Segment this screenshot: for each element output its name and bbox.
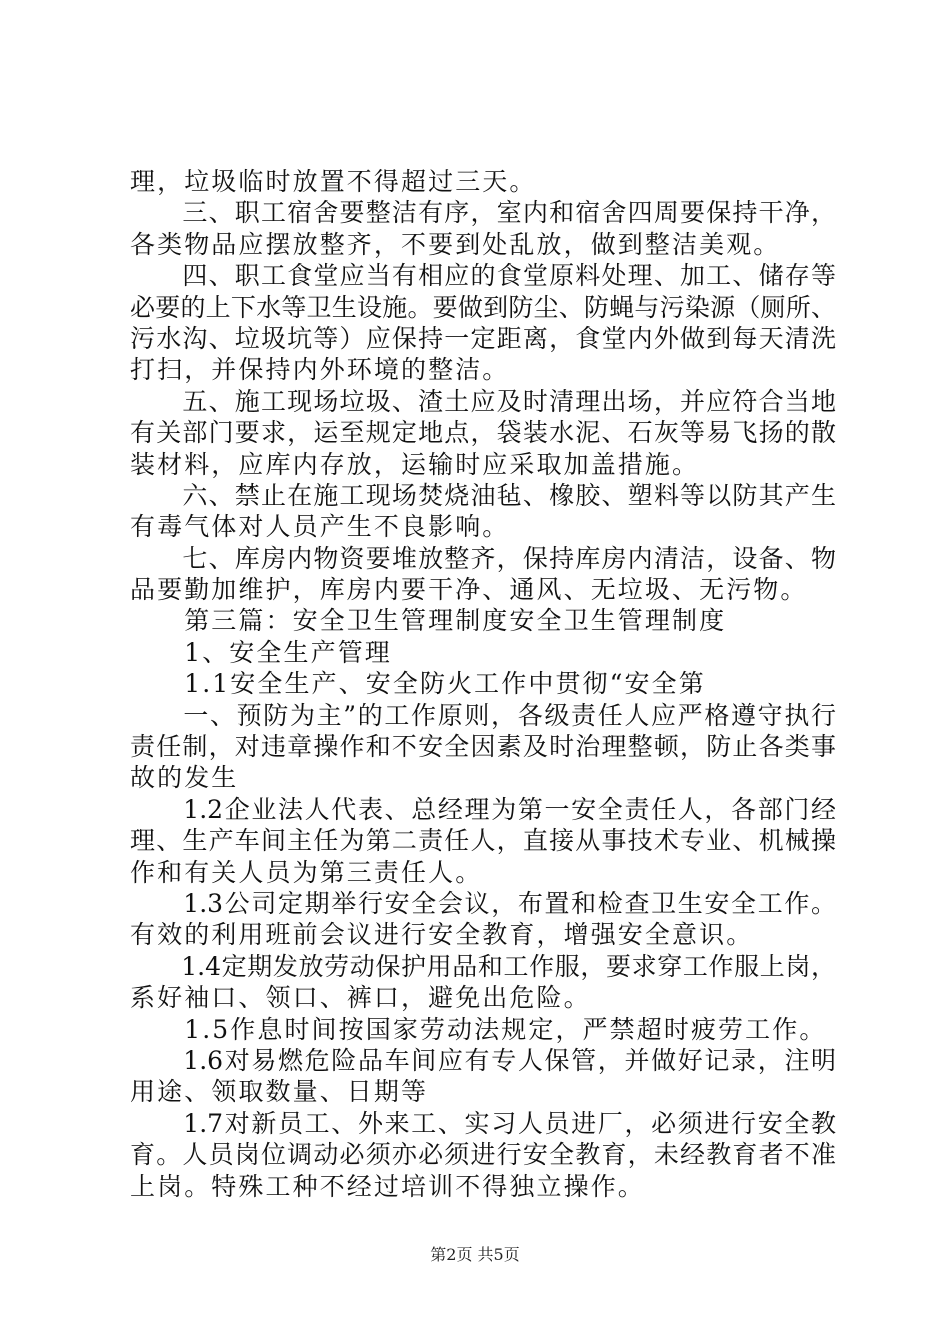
text-line: 1.4定期发放劳动保护用品和工作服，要求穿工作服上岗， xyxy=(130,951,836,981)
text-line: 育。人员岗位调动必须亦必须进行安全教育，未经教育者不准 xyxy=(130,1140,836,1170)
page-number: 第2页 共5页 xyxy=(430,1245,520,1264)
text-line: 作和有关人员为第三责任人。 xyxy=(130,857,483,887)
text-line: 四、职工食堂应当有相应的食堂原料处理、加工、储存等 xyxy=(130,261,836,291)
text-line: 污水沟、垃圾坑等）应保持一定距离，食堂内外做到每天清洗 xyxy=(130,323,836,353)
text-line: 有关部门要求，运至规定地点，袋装水泥、石灰等易飞扬的散 xyxy=(130,418,836,448)
text-line: 装材料，应库内存放，运输时应采取加盖措施。 xyxy=(130,449,700,479)
text-line: 理、生产车间主任为第二责任人，直接从事技术专业、机械操 xyxy=(130,826,836,856)
text-line: 品要勤加维护，库房内要干净、通风、无垃圾、无污物。 xyxy=(130,575,808,605)
text-line: 一、预防为主”的工作原则，各级责任人应严格遵守执行 xyxy=(130,700,836,730)
text-line: 责任制，对违章操作和不安全因素及时治理整顿，防止各类事 xyxy=(130,732,836,762)
text-line: 1.7对新员工、外来工、实习人员进厂，必须进行安全教 xyxy=(130,1108,836,1138)
text-line: 六、禁止在施工现场焚烧油毡、橡胶、塑料等以防其产生 xyxy=(130,480,836,510)
text-line: 1.5作息时间按国家劳动法规定，严禁超时疲劳工作。 xyxy=(130,1014,827,1044)
text-line: 各类物品应摆放整齐，不要到处乱放，做到整洁美观。 xyxy=(130,229,781,259)
text-line: 五、施工现场垃圾、渣土应及时清理出场，并应符合当地 xyxy=(130,386,836,416)
text-line: 故的发生 xyxy=(130,763,239,793)
text-line: 1.6对易燃危险品车间应有专人保管，并做好记录，注明 xyxy=(130,1045,836,1075)
text-line: 三、职工宿舍要整洁有序，室内和宿舍四周要保持干净， xyxy=(130,198,836,228)
subsection-heading: 1、安全生产管理 xyxy=(130,637,392,667)
document-body xyxy=(130,166,836,1202)
text-line: 用途、领取数量、日期等 xyxy=(130,1077,429,1107)
text-line: 七、库房内物资要堆放整齐，保持库房内清洁，设备、物 xyxy=(130,543,836,573)
text-line: 上岗。特殊工种不经过培训不得独立操作。 xyxy=(130,1171,645,1201)
text-line: 1.2企业法人代表、总经理为第一安全责任人，各部门经 xyxy=(130,794,836,824)
text-line: 系好袖口、领口、裤口，避免出危险。 xyxy=(130,983,591,1013)
text-line: 有效的利用班前会议进行安全教育，增强安全意识。 xyxy=(130,920,754,950)
section-heading: 第三篇：安全卫生管理制度安全卫生管理制度 xyxy=(130,606,727,636)
text-line: 理，垃圾临时放置不得超过三天。 xyxy=(130,167,537,196)
text-line: 必要的上下水等卫生设施。要做到防尘、防蝇与污染源（厕所、 xyxy=(130,292,836,322)
text-line: 1.1安全生产、安全防火工作中贯彻“安全第 xyxy=(130,669,706,699)
text-line: 1.3公司定期举行安全会议，布置和检查卫生安全工作。 xyxy=(130,888,836,918)
text-line: 有毒气体对人员产生不良影响。 xyxy=(130,512,510,542)
text-line: 打扫，并保持内外环境的整洁。 xyxy=(130,355,510,385)
